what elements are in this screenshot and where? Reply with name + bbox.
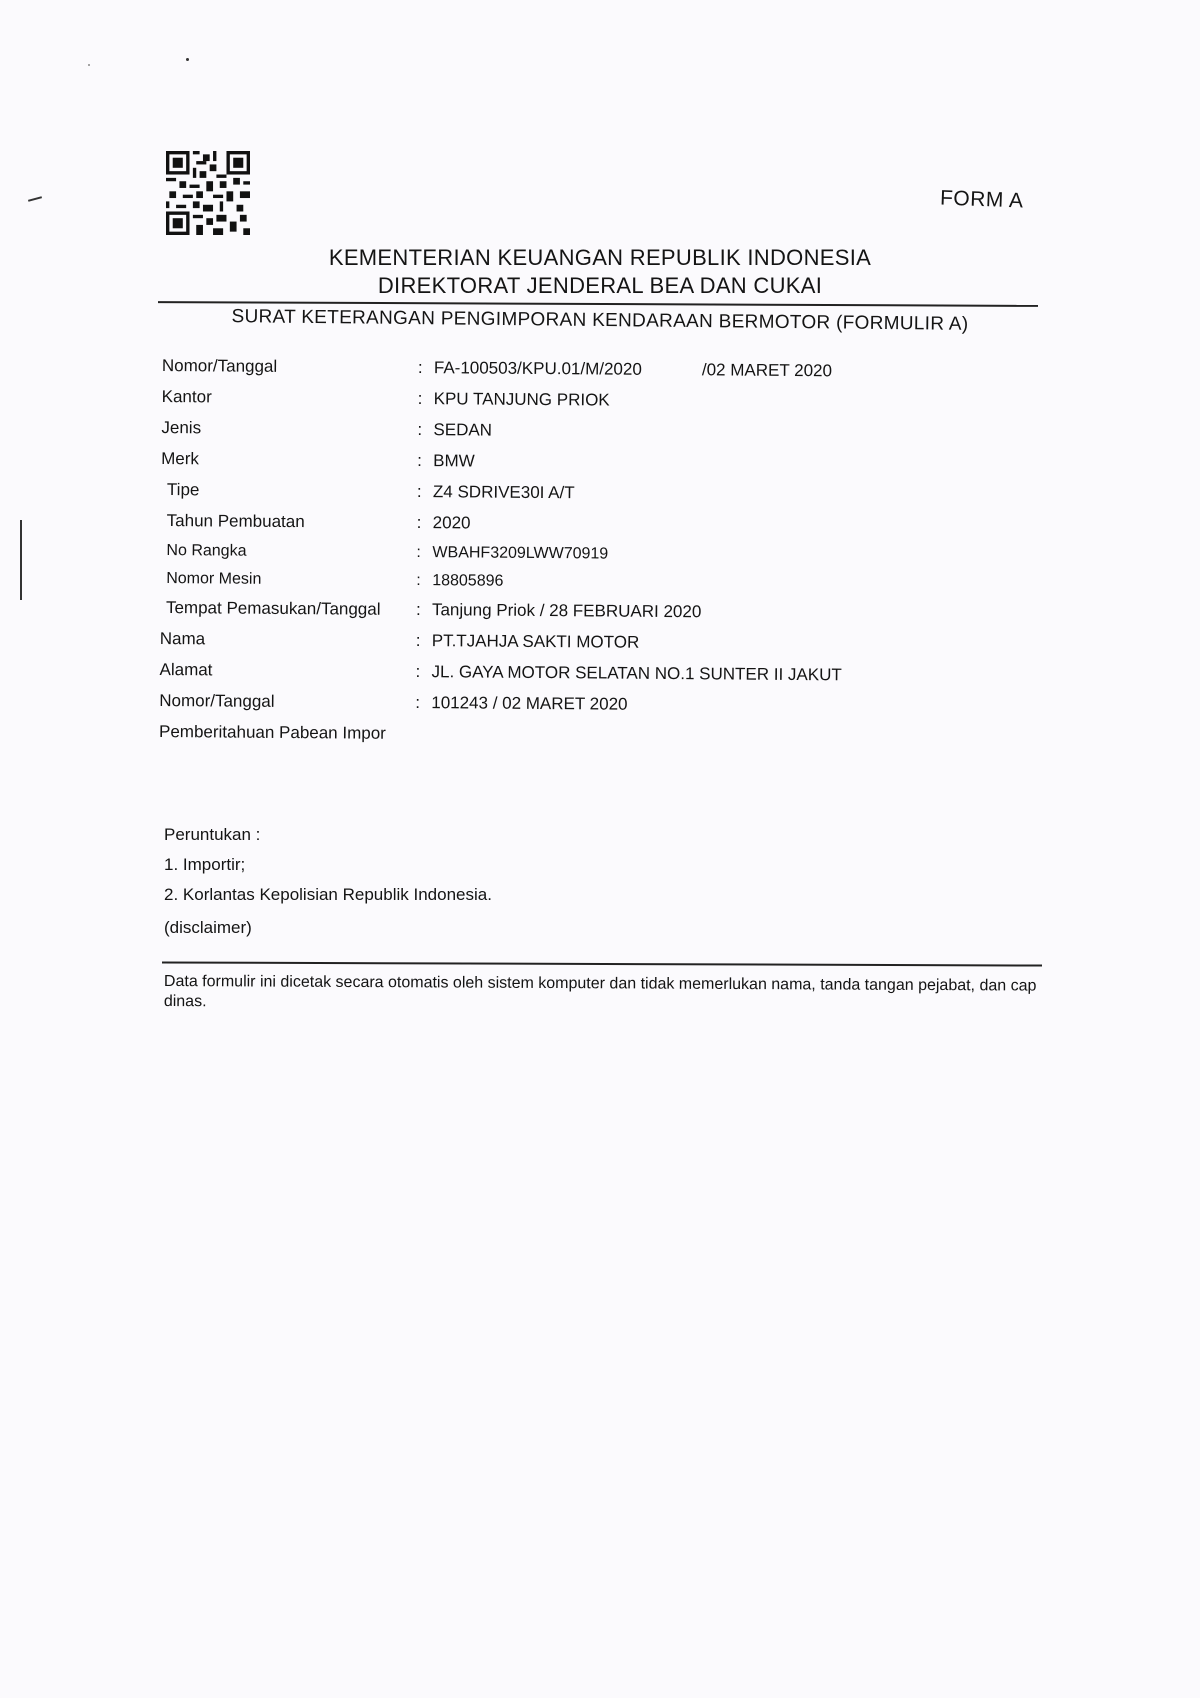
field-label: Nomor/Tanggal xyxy=(159,690,275,711)
document-subtitle: SURAT KETERANGAN PENGIMPORAN KENDARAAN BERMOTOR (FORMULIR A) xyxy=(231,306,969,335)
field-colon: : xyxy=(417,451,422,471)
field-list xyxy=(159,356,922,758)
field-value: 101243 / 02 MARET 2020 xyxy=(431,693,628,714)
field-label: Jenis xyxy=(161,417,202,438)
field-label: Merk xyxy=(161,448,200,469)
field-label: Nama xyxy=(159,628,206,649)
field-label: Nomor/Tanggal xyxy=(161,356,278,376)
field-value: BMW xyxy=(433,451,475,471)
field-value: PT.TJAHJA SAKTI MOTOR xyxy=(431,631,640,652)
field-value: Tanjung Priok / 28 FEBRUARI 2020 xyxy=(431,600,702,622)
ministry-title: KEMENTERIAN KEUANGAN REPUBLIK INDONESIA xyxy=(328,245,872,270)
field-colon: : xyxy=(416,482,422,502)
field-colon: : xyxy=(416,572,421,590)
disclaimer-label: (disclaimer) xyxy=(164,918,252,937)
field-colon: : xyxy=(416,513,422,533)
scan-mark xyxy=(186,58,189,61)
directorate-title: DIREKTORAT JENDERAL BEA DAN CUKAI xyxy=(377,273,823,298)
scan-mark xyxy=(88,64,90,66)
field-colon: : xyxy=(415,693,421,713)
field-label: Nomor Mesin xyxy=(166,570,262,588)
field-value: 2020 xyxy=(432,513,471,533)
pib-label: Pemberitahuan Pabean Impor xyxy=(158,721,386,743)
field-value: FA-100503/KPU.01/M/2020 xyxy=(433,358,642,379)
field-label: No Rangka xyxy=(166,542,247,560)
field-value-date: /02 MARET 2020 xyxy=(701,360,833,381)
field-colon: : xyxy=(417,420,423,440)
field-value: KPU TANJUNG PRIOK xyxy=(433,389,610,410)
document-header xyxy=(160,244,1040,300)
disclaimer-text: Data formulir ini dicetak secara otomatis oleh sistem komputer dan tidak memerlukan nama, tanda tangan pejabat, dan cap dinas. xyxy=(163,973,1037,1011)
form-code: FORM A xyxy=(939,186,1024,213)
scan-mark xyxy=(20,520,22,600)
field-colon: : xyxy=(416,544,421,562)
field-colon: : xyxy=(415,631,421,651)
field-value: 18805896 xyxy=(432,572,504,590)
field-label: Alamat xyxy=(159,659,213,680)
field-colon: : xyxy=(417,358,423,378)
field-label: Kantor xyxy=(161,386,212,407)
peruntukan-item: 2. Korlantas Kepolisian Republik Indonesia. xyxy=(164,885,492,904)
field-value: Z4 SDRIVE30I A/T xyxy=(432,482,575,503)
field-colon: : xyxy=(415,600,421,620)
peruntukan-title: Peruntukan : xyxy=(164,825,261,844)
disclaimer-divider xyxy=(162,961,1042,966)
field-value: JL. GAYA MOTOR SELATAN NO.1 SUNTER II JAKUT xyxy=(431,662,842,685)
field-label: Tempat Pemasukan/Tanggal xyxy=(165,598,381,619)
peruntukan-section xyxy=(164,820,492,910)
field-value: SEDAN xyxy=(433,420,493,440)
qr-code xyxy=(166,150,250,236)
field-value: WBAHF3209LWW70919 xyxy=(432,544,609,563)
field-colon: : xyxy=(417,389,423,409)
peruntukan-item: 1. Importir; xyxy=(164,855,246,874)
field-colon: : xyxy=(415,662,421,682)
field-label: Tipe xyxy=(166,480,200,500)
scan-mark xyxy=(28,196,42,202)
field-label: Tahun Pembuatan xyxy=(166,511,305,532)
